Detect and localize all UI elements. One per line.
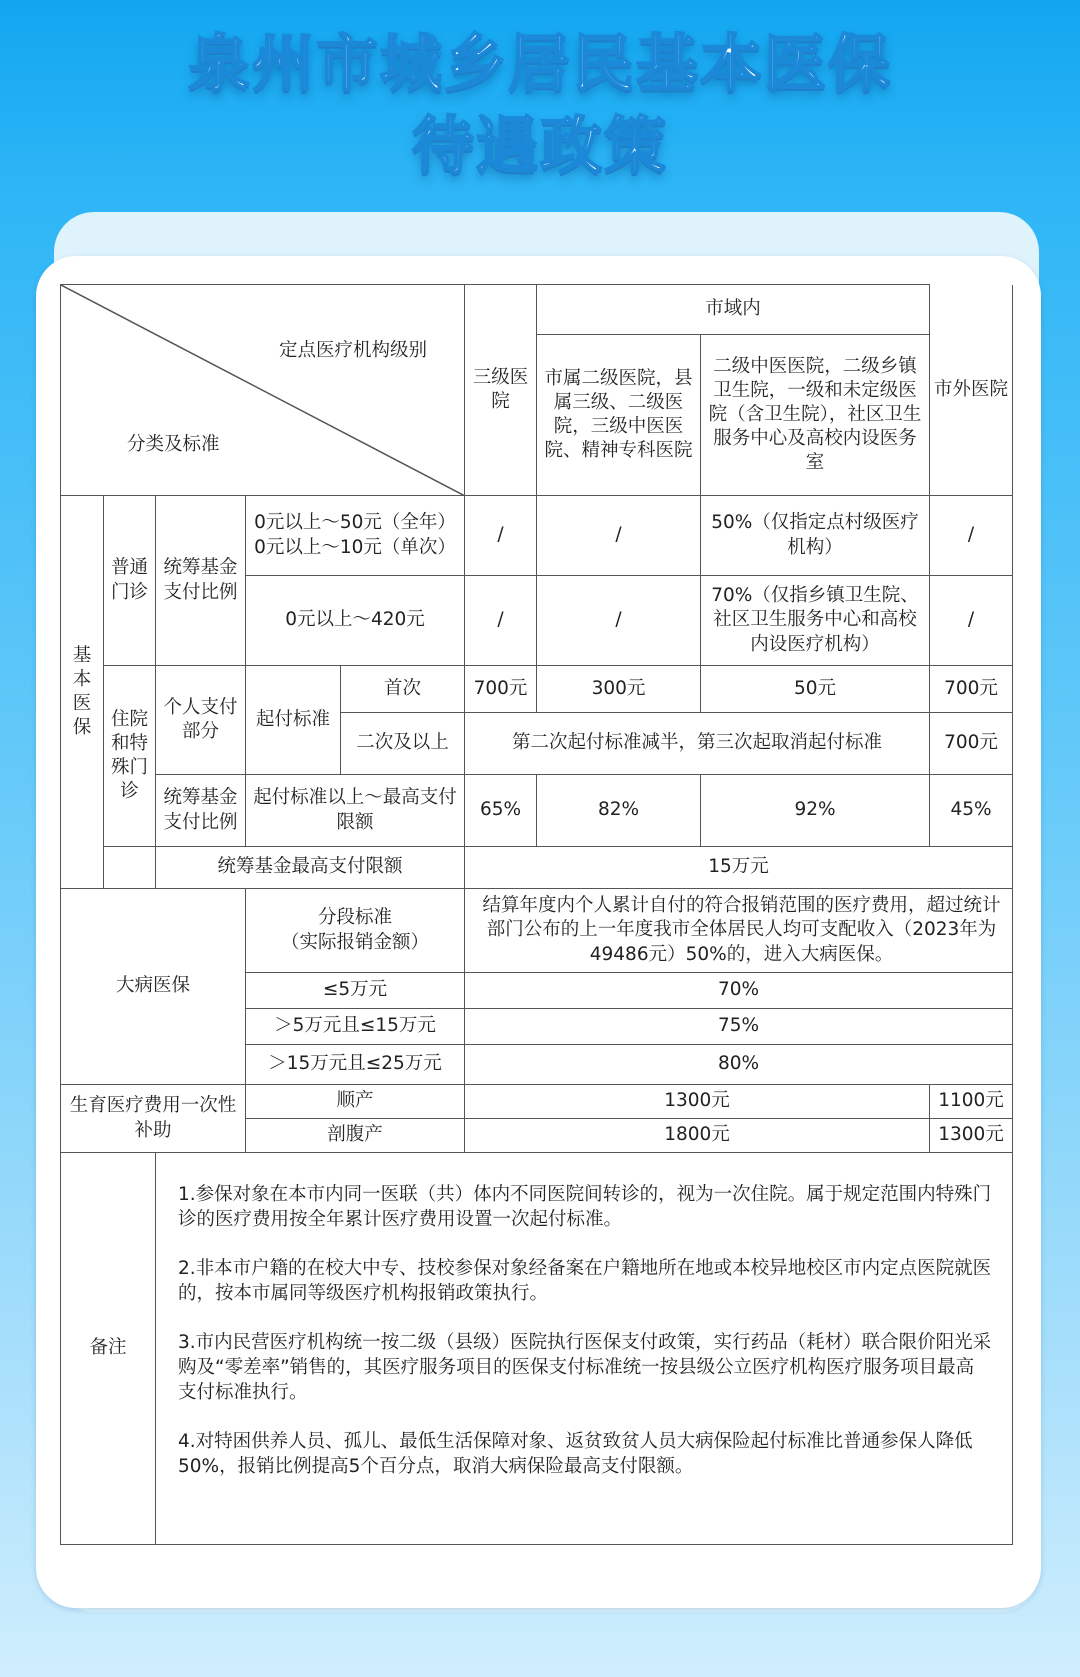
diagonal-line <box>61 285 465 496</box>
outpatient-r2-c3: 70%（仅指乡镇卫生院、社区卫生服务中心和高校内设医疗机构） <box>701 576 930 666</box>
outpatient-fund-ratio: 统筹基金支付比例 <box>156 496 246 666</box>
deductible-first-c4: 700元 <box>930 666 1013 713</box>
critical-tier-range: ＞15万元且≤25万元 <box>246 1045 465 1085</box>
header-institution-level: 定点医疗机构级别 <box>279 340 428 361</box>
outpatient-range-1: 0元以上～50元（全年） 0元以上～10元（单次） <box>246 496 465 576</box>
deductible-second-label: 二次及以上 <box>341 713 465 775</box>
inpatient-fund-range: 起付标准以上～最高支付限额 <box>246 775 465 847</box>
deductible-first-c1: 700元 <box>465 666 537 713</box>
outpatient-range-2: 0元以上～420元 <box>246 576 465 666</box>
outpatient-r1-c1: / <box>465 496 537 576</box>
deductible-first-c3: 50元 <box>701 666 930 713</box>
inpatient-personal: 个人支付部分 <box>156 666 246 775</box>
critical-tier-range: ＞5万元且≤15万元 <box>246 1009 465 1045</box>
critical-tier-ratio: 75% <box>465 1009 1013 1045</box>
critical-seg-desc: 结算年度内个人累计自付的符合报销范围的医疗费用，超过统计部门公布的上一年度我市全体居民人均可支配收入（2023年为49486元）50%的，进入大病医保。 <box>465 889 1013 973</box>
inpatient-fund-c4: 45% <box>930 775 1013 847</box>
policy-table <box>60 284 1013 1545</box>
deductible-second-c4: 700元 <box>930 713 1013 775</box>
critical-tier-ratio: 80% <box>465 1045 1013 1085</box>
basic-insurance-label: 基本医保 <box>61 496 104 889</box>
header-city-inside: 市域内 <box>537 285 930 335</box>
max-limit-value: 15万元 <box>465 847 1013 889</box>
critical-tier-ratio: 70% <box>465 973 1013 1009</box>
maternity-cesarean-inside: 1800元 <box>465 1119 930 1153</box>
header-level3: 三级医院 <box>465 285 537 496</box>
inpatient-fund-c2: 82% <box>537 775 701 847</box>
note-item: 1.参保对象在本市内同一医联（共）体内不同医院间转诊的，视为一次住院。属于规定范围内特殊门诊的医疗费用按全年累计医疗费用设置一次起付标准。 <box>178 1184 992 1230</box>
note-item: 3.市内民营医疗机构统一按二级（县级）医院执行医保支付政策，实行药品（耗材）联合限价阳光采购及“零差率”销售的，其医疗服务项目的医保支付标准统一按县级公立医疗机构医疗服务项目最高支付标准执行。 <box>178 1331 992 1403</box>
outpatient-r1-c4: / <box>930 496 1013 576</box>
maternity-label: 生育医疗费用一次性补助 <box>61 1085 246 1153</box>
outpatient-r1-c3: 50%（仅指定点村级医疗机构） <box>701 496 930 576</box>
header-diagonal-cell <box>61 285 465 496</box>
maternity-natural-label: 顺产 <box>246 1085 465 1119</box>
outpatient-r1-c2: / <box>537 496 701 576</box>
inpatient-deductible: 起付标准 <box>246 666 341 775</box>
maternity-cesarean-outside: 1300元 <box>930 1119 1013 1153</box>
maternity-natural-outside: 1100元 <box>930 1085 1013 1119</box>
header-outside: 市外医院 <box>930 285 1013 496</box>
critical-seg-label: 分段标准 （实际报销金额） <box>246 889 465 973</box>
deductible-first-label: 首次 <box>341 666 465 713</box>
notes-label: 备注 <box>61 1153 156 1545</box>
header-city-level2: 市属二级医院，县属三级、二级医院，三级中医医院、精神专科医院 <box>537 335 701 496</box>
critical-tier-range: ≤5万元 <box>246 973 465 1009</box>
notes-content <box>156 1153 1013 1545</box>
deductible-first-c2: 300元 <box>537 666 701 713</box>
inpatient-fund-c1: 65% <box>465 775 537 847</box>
page-subtitle: 待遇政策 <box>411 109 668 182</box>
outpatient-r2-c1: / <box>465 576 537 666</box>
deductible-second-text: 第二次起付标准减半，第三次起取消起付标准 <box>465 713 930 775</box>
page-title: 泉州市城乡居民基本医保 <box>187 27 892 100</box>
max-limit-label: 统筹基金最高支付限额 <box>156 847 465 889</box>
header-grassroots: 二级中医医院，二级乡镇卫生院，一级和未定级医院（含卫生院），社区卫生服务中心及高校内设医务室 <box>701 335 930 496</box>
header-category-standard: 分类及标准 <box>127 434 220 455</box>
critical-label: 大病医保 <box>61 889 246 1085</box>
note-item: 4.对特困供养人员、孤儿、最低生活保障对象、返贫致贫人员大病保险起付标准比普通参保人降低50%，报销比例提高5个百分点，取消大病保险最高支付限额。 <box>178 1430 973 1477</box>
note-item: 2.非本市户籍的在校大中专、技校参保对象经备案在户籍地所在地或本校异地校区市内定点医院就医的，按本市属同等级医疗机构报销政策执行。 <box>178 1257 992 1304</box>
inpatient-fund-c3: 92% <box>701 775 930 847</box>
inpatient-fund-label: 统筹基金支付比例 <box>156 775 246 847</box>
outpatient-r2-c4: / <box>930 576 1013 666</box>
outpatient-r2-c2: / <box>537 576 701 666</box>
outpatient-label: 普通门诊 <box>104 496 156 666</box>
maternity-natural-inside: 1300元 <box>465 1085 930 1119</box>
inpatient-label: 住院和特殊门诊 <box>104 666 156 847</box>
maternity-cesarean-label: 剖腹产 <box>246 1119 465 1153</box>
